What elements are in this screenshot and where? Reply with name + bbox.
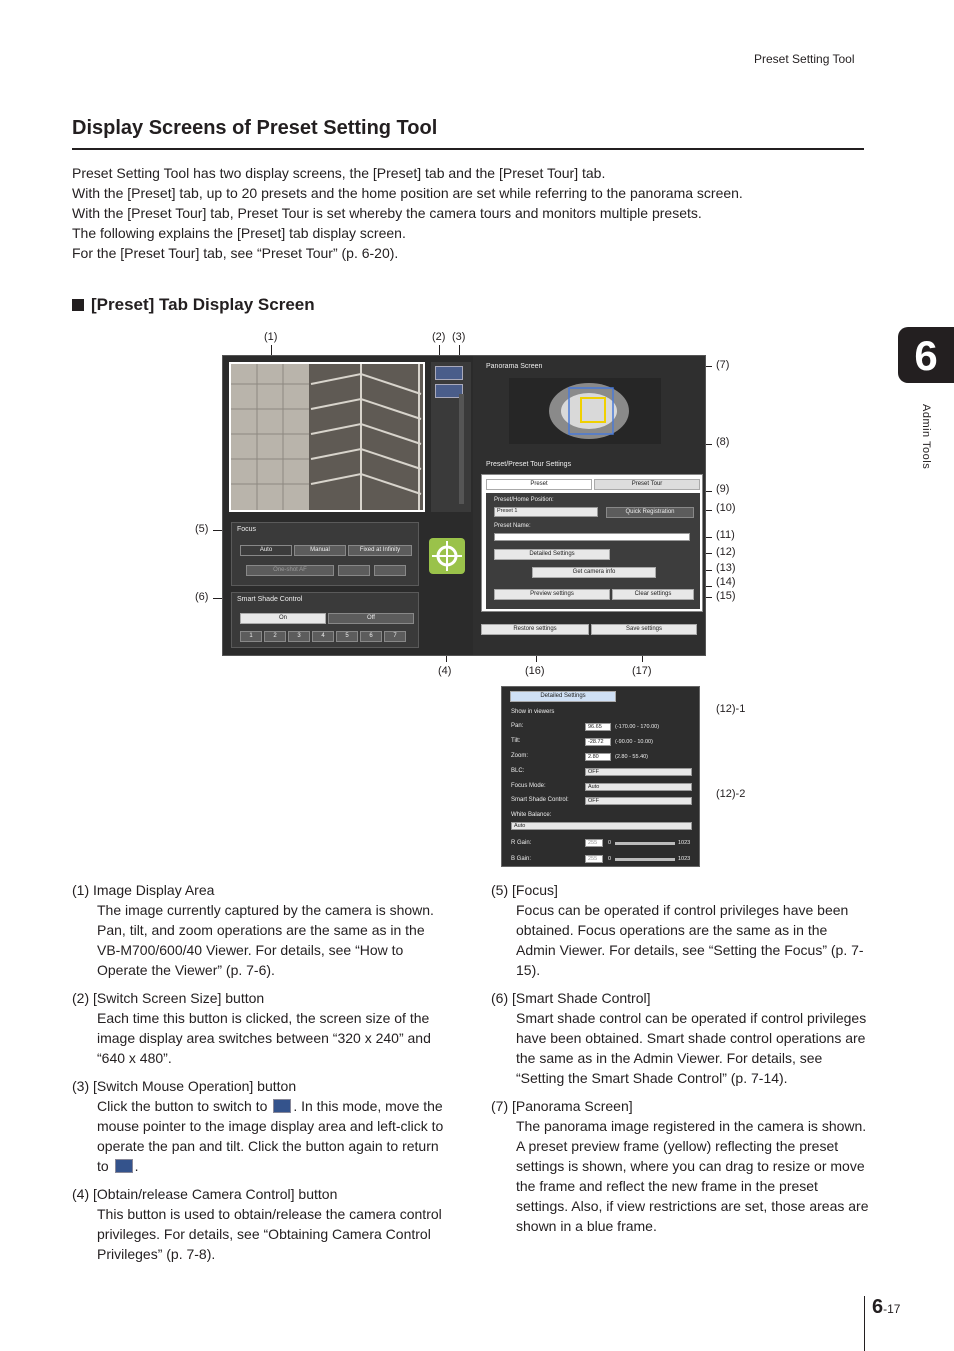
r-gain-min: 0	[608, 840, 612, 846]
image-tool-column	[431, 362, 471, 512]
subsection-title-text: [Preset] Tab Display Screen	[91, 295, 315, 314]
section-rule	[72, 148, 864, 150]
ssc-mode-label: Smart Shade Control:	[511, 797, 569, 803]
white-balance-label: White Balance:	[511, 812, 552, 818]
subsection-title	[72, 295, 315, 315]
detailed-settings-screenshot	[501, 686, 700, 867]
preset-name-input[interactable]	[494, 533, 690, 541]
callout-7: (7)	[716, 359, 730, 371]
ssc-level-button[interactable]: 7	[384, 631, 406, 642]
pan-label: Pan:	[511, 723, 524, 729]
section-title: Display Screens of Preset Setting Tool	[72, 117, 438, 139]
ssc-level-button[interactable]: 6	[360, 631, 382, 642]
pan-input[interactable]: 96.65	[585, 723, 611, 731]
r-gain-max: 1023	[678, 840, 691, 846]
ssc-level-button[interactable]: 1	[240, 631, 262, 642]
blc-label: BLC:	[511, 768, 525, 774]
ssc-level-button[interactable]: 2	[264, 631, 286, 642]
intro-line: With the [Preset] tab, up to 20 presets and the home position are set while referring to the panorama screen.	[72, 185, 743, 201]
callout-6: (6)	[195, 591, 209, 603]
focus-mode-select[interactable]: Auto	[585, 783, 692, 791]
description-item	[491, 1096, 869, 1236]
blc-select[interactable]: OFF	[585, 768, 692, 776]
description-right-column	[491, 880, 869, 1244]
callout-17: (17)	[632, 665, 652, 677]
intro-line: The following explains the [Preset] tab display screen.	[72, 225, 406, 241]
ssc-level-button[interactable]: 3	[288, 631, 310, 642]
panorama-title: Panorama Screen	[486, 363, 543, 370]
focus-infinity-button[interactable]: Fixed at Infinity	[348, 545, 412, 556]
chapter-tab: 6	[898, 327, 954, 383]
callout-3: (3)	[452, 331, 466, 343]
r-gain-slider[interactable]	[615, 842, 675, 845]
item-body: Smart shade control can be operated if control privileges have been obtained. Smart shade control operations are the same as in the Admin Viewer. For details, see “Setting the Smart Shade Control” (p. 7-14).	[516, 1010, 867, 1086]
b-gain-slider[interactable]	[615, 858, 675, 861]
intro-line: With the [Preset Tour] tab, Preset Tour is set whereby the camera tours and monitors multiple presets.	[72, 205, 702, 221]
item-heading: (4) [Obtain/release Camera Control] button	[72, 1186, 338, 1202]
square-bullet-icon	[72, 299, 84, 311]
settings-title: Preset/Preset Tour Settings	[486, 461, 572, 468]
page-suffix: -17	[883, 1302, 901, 1316]
focus-title: Focus	[237, 526, 257, 533]
zoom-range: (2.80 - 55.40)	[615, 754, 649, 760]
right-pane	[473, 356, 705, 655]
staircase-image	[231, 364, 425, 512]
callout-11: (11)	[716, 529, 735, 541]
description-item	[72, 880, 450, 980]
item-heading: (2) [Switch Screen Size] button	[72, 990, 265, 1006]
panorama-image	[509, 378, 661, 444]
ssc-mode-select[interactable]: OFF	[585, 797, 692, 805]
ssc-title: Smart Shade Control	[237, 596, 303, 603]
b-gain-max: 1023	[678, 856, 691, 862]
callout-5: (5)	[195, 523, 209, 535]
ssc-on-button[interactable]: On	[240, 613, 326, 624]
callout-12-2: (12)-2	[716, 788, 746, 800]
preset-settings-panel	[481, 474, 703, 612]
restore-settings-button[interactable]: Restore settings	[481, 624, 589, 635]
page-number-rule	[864, 1296, 865, 1351]
zoom-slider[interactable]	[459, 394, 464, 504]
intro-text	[72, 163, 852, 263]
clear-settings-button[interactable]: Clear settings	[612, 589, 694, 600]
description-item	[72, 1076, 450, 1176]
preset-tab-body	[486, 493, 700, 609]
item-body: Each time this button is clicked, the screen size of the image display area switches between “320 x 240” and “640 x 480”.	[97, 1010, 431, 1066]
preview-settings-button[interactable]: Preview settings	[494, 589, 610, 600]
focus-auto-button[interactable]: Auto	[240, 545, 292, 556]
item-body-part: Click the button to switch to	[97, 1098, 268, 1114]
tilt-input[interactable]: -28.72	[585, 738, 611, 746]
item-body: The panorama image registered in the camera is shown. A preset preview frame (yellow) reflecting the preset settings is shown, where you can drag to resize or move the frame and reflect the new frame in the preset settings. Also, if view restrictions are set, those areas are shown in a blue frame.	[516, 1118, 869, 1234]
item-body: This button is used to obtain/release the camera control privileges. For details, see “Obtaining Camera Control Privileges” (p. 7-8).	[97, 1206, 442, 1262]
item-heading: (5) [Focus]	[491, 882, 558, 898]
tilt-label: Tilt:	[511, 738, 521, 744]
item-heading: (1) Image Display Area	[72, 882, 215, 898]
description-item	[491, 880, 869, 980]
callout-1: (1)	[264, 331, 278, 343]
r-gain-input[interactable]: 255	[585, 839, 603, 847]
description-item	[72, 1184, 450, 1264]
item-heading: (6) [Smart Shade Control]	[491, 990, 651, 1006]
item-heading: (3) [Switch Mouse Operation] button	[72, 1078, 297, 1094]
callout-4: (4)	[438, 665, 452, 677]
preset-name-label: Preset Name:	[494, 523, 531, 529]
preset-tab-screenshot	[222, 355, 706, 656]
running-head: Preset Setting Tool	[754, 52, 855, 66]
page-chapter-number: 6	[872, 1296, 884, 1318]
pointer-mode-icon	[115, 1159, 133, 1173]
callout-12-1: (12)-1	[716, 703, 746, 715]
callout-12: (12)	[716, 546, 736, 558]
smart-shade-panel	[231, 592, 419, 648]
detailed-settings-button[interactable]: Detailed Settings	[494, 549, 610, 560]
ssc-level-button[interactable]: 4	[312, 631, 334, 642]
obtain-release-control-button[interactable]	[429, 538, 465, 574]
description-item	[491, 988, 869, 1088]
preset-select[interactable]: Preset 1	[494, 507, 598, 517]
zoom-input[interactable]: 2.80	[585, 753, 611, 761]
ssc-level-button[interactable]: 5	[336, 631, 358, 642]
tilt-range: (-90.00 - 10.00)	[615, 739, 653, 745]
item-body: Focus can be operated if control privileges have been obtained. Focus operations are the same as in the Admin Viewer. For details, see “Setting the Focus” (p. 7-15).	[516, 902, 864, 978]
callout-13: (13)	[716, 562, 736, 574]
intro-line: Preset Setting Tool has two display screens, the [Preset] tab and the [Preset Tour] tab.	[72, 165, 606, 181]
save-settings-button[interactable]: Save settings	[591, 624, 697, 635]
callout-10: (10)	[716, 502, 736, 514]
b-gain-input[interactable]: 255	[585, 855, 603, 863]
item-body	[72, 1096, 450, 1176]
one-shot-af-button[interactable]: One-shot AF	[246, 565, 334, 576]
b-gain-min: 0	[608, 856, 612, 862]
intro-line: For the [Preset Tour] tab, see “Preset Tour” (p. 6-20).	[72, 245, 399, 261]
panorama-screen[interactable]	[509, 378, 661, 444]
switch-screen-size-button[interactable]	[435, 366, 463, 380]
tab-preset-tour[interactable]: Preset Tour	[594, 479, 700, 490]
pan-tilt-mode-icon	[273, 1099, 291, 1113]
detailed-settings-header[interactable]: Detailed Settings	[510, 691, 616, 702]
r-gain-label: R Gain:	[511, 840, 532, 846]
callout-9: (9)	[716, 483, 730, 495]
description-item	[72, 988, 450, 1068]
focus-near-button[interactable]	[374, 565, 406, 576]
white-balance-select[interactable]: Auto	[511, 822, 692, 830]
focus-panel	[231, 522, 419, 586]
item-body-part: .	[134, 1158, 139, 1174]
item-body-part: . In this mode, move the mouse pointer to the image display area and left-click to operate the pan and tilt. Click the button again to return to	[97, 1098, 444, 1174]
pan-range: (-170.00 - 170.00)	[615, 724, 660, 730]
home-position-label: Preset/Home Position:	[494, 497, 554, 503]
callout-16: (16)	[525, 665, 545, 677]
tab-preset[interactable]: Preset	[486, 479, 592, 490]
focus-manual-button[interactable]: Manual	[294, 545, 346, 556]
get-camera-info-button[interactable]: Get camera info	[532, 567, 656, 578]
b-gain-label: B Gain:	[511, 856, 532, 862]
ssc-off-button[interactable]: Off	[328, 613, 414, 624]
quick-registration-button[interactable]: Quick Registration	[606, 507, 694, 518]
callout-2: (2)	[432, 331, 446, 343]
page-number	[872, 1296, 900, 1319]
chapter-side-label: Admin Tools	[920, 404, 932, 470]
description-left-column	[72, 880, 450, 1272]
callout-8: (8)	[716, 436, 730, 448]
crosshair-icon	[429, 538, 465, 574]
callout-15: (15)	[716, 590, 736, 602]
callout-14: (14)	[716, 576, 736, 588]
item-heading: (7) [Panorama Screen]	[491, 1098, 633, 1114]
zoom-label: Zoom:	[511, 753, 529, 759]
item-body: The image currently captured by the camera is shown. Pan, tilt, and zoom operations are the same as in the VB-M700/600/40 Viewer. For details, see “How to Operate the Viewer” (p. 7-6).	[97, 902, 434, 978]
image-display-area[interactable]	[229, 362, 425, 512]
focus-far-button[interactable]	[338, 565, 370, 576]
show-in-viewers-label[interactable]: Show in viewers	[511, 709, 555, 715]
focus-mode-label: Focus Mode:	[511, 783, 546, 789]
